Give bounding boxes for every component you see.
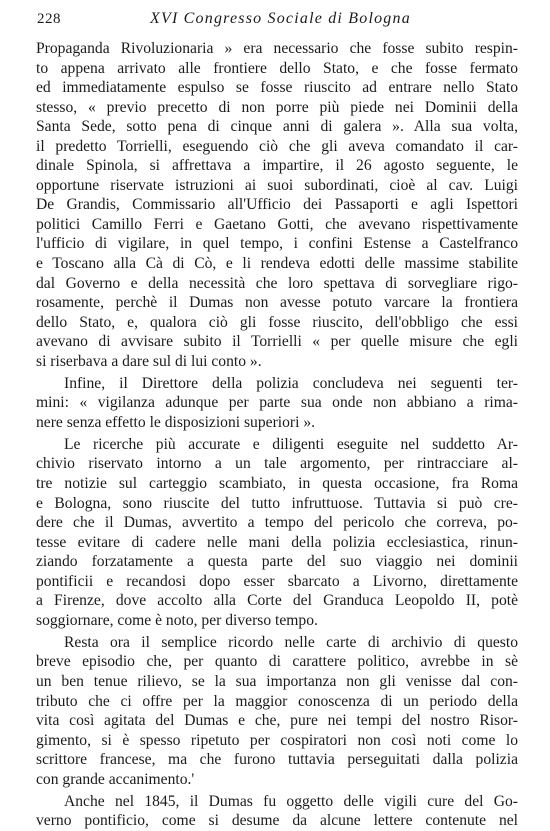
text-line: dere che il Dumas, avvertito a tempo del pericolo che correva, po-: [36, 514, 518, 532]
text-line: l'ufficio di vigilare, in quel tempo, i confini Estense a Castelfranco: [36, 235, 518, 253]
text-line: Propaganda Rivoluzionaria » era necessario che fosse subito respin-: [36, 40, 518, 57]
text-line: dinale Spinola, si affrettava a impartire, il 26 agosto seguente, le: [36, 157, 518, 175]
text-line: Resta ora il semplice ricordo nelle carte di archivio di questo: [64, 633, 518, 651]
text-line: Santa Sede, sotto pena di cinque anni di galera ». Alla sua volta,: [36, 118, 518, 136]
text-line: gimento, si è spesso ripetuto per cospiratori non così noti come lo: [36, 731, 518, 749]
text-line: con grande accanimento.': [36, 770, 195, 788]
text-line: stesso, « previo precetto di non porre più piede nei Dominii della: [36, 98, 518, 116]
text-line: a Firenze, dove accolto alla Corte del Granduca Leopoldo II, potè: [36, 592, 518, 610]
text-line: ed immediatamente espulso se fosse riuscito ad entrare nello Stato: [36, 79, 518, 97]
text-line: chivio riservato intorno a un tale argomento, per rintracciare al-: [36, 455, 518, 473]
text-line: pontificii e recandosi dopo esser sbarcato a Livorno, direttamente: [36, 572, 518, 590]
text-line: un ben tenue rilievo, se la sua importanza non gli venisse dal con-: [36, 673, 518, 690]
text-line: ziando forzatamente a questa parte del suo viaggio nei dominii: [36, 553, 518, 571]
text-line: politici Camillo Ferri e Gaetano Gotti, che avevano rispettivamente: [36, 215, 518, 233]
text-line: e Bologna, sono riuscite del tutto infruttuose. Tuttavia si può cre-: [36, 494, 518, 512]
paragraph: [36, 633, 518, 789]
paragraph: [36, 39, 518, 371]
text-line: soggiornare, come è noto, per diverso tempo.: [36, 611, 318, 629]
text-line: e Toscano alla Cà di Cò, e li rendeva edotti delle massime stabilite: [36, 255, 518, 273]
text-line: si riserbava a dare sul di lui conto ».: [36, 352, 262, 370]
text-line: scrittore francese, ma che furono tuttavia perseguitati dalla polizia: [36, 751, 518, 769]
text-line: verno pontificio, come si desume da alcune lettere contenute nel: [36, 812, 518, 830]
text-line: De Grandis, Commissario all'Ufficio dei Passaporti e agli Ispettori: [36, 196, 518, 214]
page-header: [0, 2, 550, 30]
text-line: Anche nel 1845, il Dumas fu oggetto delle vigili cure del Go-: [64, 792, 518, 810]
text-line: rosamente, perchè il Dumas non avesse potuto varcare la frontiera: [36, 294, 518, 312]
text-line: mini: « vigilanza adunque per parte sua onde non abbiano a rima-: [36, 394, 518, 412]
text-line: nere senza effetto le disposizioni superiori ».: [36, 413, 316, 431]
paragraph: [36, 792, 518, 831]
text-line: dal Governo e della necessità che loro spettava di sorvegliare rigo-: [36, 274, 518, 292]
text-line: tesse evitare di cadere nelle mani della polizia ecclesiastica, rinun-: [36, 533, 518, 551]
text-line: avevano di avvisare subito il Torrielli « per quelle misure che egli: [36, 333, 518, 351]
text-line: breve episodio che, per quanto di carattere politico, avrebbe in sè: [36, 653, 518, 671]
page-number: 228: [37, 11, 61, 27]
text-line: il predetto Torrielli, eseguendo ciò che gli aveva comandato il car-: [36, 137, 518, 155]
paragraph: [36, 435, 518, 630]
body-text: [36, 39, 518, 831]
text-line: tributo che ci offre per la maggior conoscenza di un periodo della: [36, 692, 518, 710]
text-line: dello Stato, e, qualora ciò gli fosse riuscito, dell'obbligo che essi: [36, 313, 518, 331]
text-line: opportune riservate istruzioni ai suoi subordinati, cioè al cav. Luigi: [36, 176, 518, 194]
paragraph: [36, 374, 518, 433]
text-line: tre notizie sul carteggio scambiato, in questa occasione, fra Roma: [36, 475, 518, 493]
text-line: Infine, il Direttore della polizia concludeva nei seguenti ter-: [64, 374, 518, 392]
text-line: Le ricerche più accurate e diligenti eseguite nel suddetto Ar-: [64, 435, 518, 453]
text-line: vita così agitata del Dumas e che, pure nei tempi del nostro Risor-: [36, 712, 518, 730]
running-title: XVI Congresso Sociale di Bologna: [150, 10, 411, 27]
text-line: to appena arrivato alle frontiere dello Stato, e che fosse fermato: [36, 59, 518, 77]
